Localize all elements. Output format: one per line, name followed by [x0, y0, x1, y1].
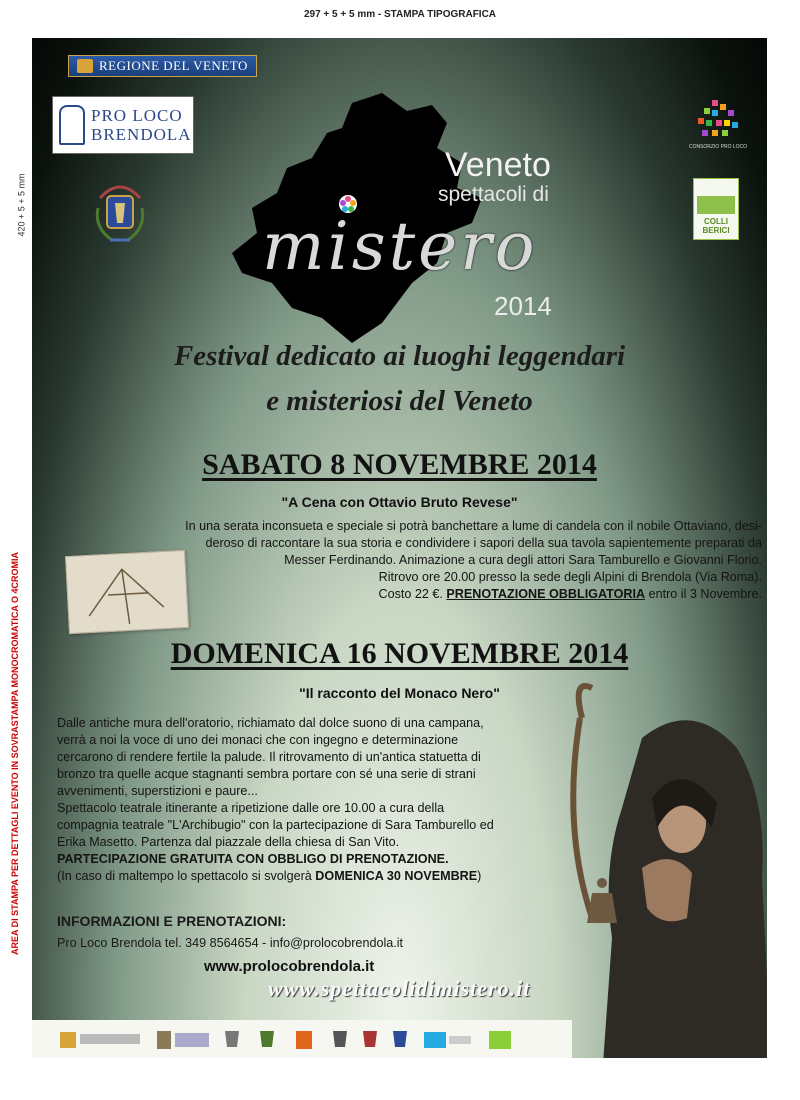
event1-title: "A Cena con Ottavio Bruto Revese" — [281, 494, 518, 510]
event1-date: SABATO 8 NOVEMBRE 2014 — [202, 448, 597, 481]
title-mistero: mistero — [262, 208, 538, 285]
event2-line8: Erika Masetto. Partenza dal piazzale della chiesa di San Vito. — [57, 835, 400, 849]
colli-line1: COLLI — [704, 217, 728, 226]
festival-line1: Festival dedicato ai luoghi leggendari — [173, 340, 626, 372]
event2-line3: cercarono di rendere fertile la palude. Il ritrovamento di un'antica statuetta di — [57, 750, 481, 764]
sponsor-logo-6 — [330, 1029, 350, 1051]
municipal-crest-icon — [90, 178, 150, 248]
booking-required: PRENOTAZIONE OBBLIGATORIA — [446, 587, 646, 601]
event2-weather-line — [57, 868, 602, 885]
event1-line4: Ritrovo ore 20.00 presso la sede degli Alpini di Brendola (Via Roma). — [378, 570, 762, 584]
regione-veneto-logo — [68, 55, 257, 77]
event2-free-booking: PARTECIPAZIONE GRATUITA CON OBBLIGO DI PRENOTAZIONE. — [57, 852, 449, 866]
spettacoli-website-link[interactable]: www.spettacolidimistero.it — [268, 976, 531, 1001]
info-contact: Pro Loco Brendola tel. 349 8564654 - info@prolocobrendola.it — [57, 936, 404, 950]
title-spettacoli: spettacoli di — [438, 183, 549, 206]
event2-line2: verrà a noi la voce di uno dei monaci che con ingegno e determinazione — [57, 733, 459, 747]
sponsor-logo-10 — [487, 1029, 513, 1051]
event2-line5: avvenimenti, superstizioni e paure... — [57, 784, 258, 798]
sponsor-logo-4 — [257, 1029, 277, 1051]
sponsor-logo-7 — [360, 1029, 380, 1051]
sponsor-logo-8 — [390, 1029, 410, 1051]
print-mark-left-red: AREA DI STAMPA PER DETTAGLI EVENTO IN SOVRASTAMPA MONOCROMATICA O 4CROMIA — [10, 551, 20, 955]
festival-line2: e misteriosi del Veneto — [266, 385, 533, 417]
consorzio-logo — [688, 100, 748, 158]
colli-berici-logo — [693, 178, 739, 240]
sponsor-logo-1 — [60, 1029, 150, 1051]
sponsor-logo-5 — [294, 1029, 314, 1051]
proloco-line1: PRO LOCO — [91, 106, 183, 125]
event2-description — [57, 715, 602, 885]
event1-line3: Messer Ferdinando. Animazione a cura degli attori Sara Tamburello e Giovanni Florio. — [284, 553, 762, 567]
sponsor-logo-3 — [222, 1029, 242, 1051]
sponsor-logo-unpli — [424, 1029, 474, 1051]
print-mark-top: 297 + 5 + 5 mm - STAMPA TIPOGRAFICA — [303, 9, 497, 20]
pixel-mosaic-icon — [692, 100, 742, 144]
info-heading: INFORMAZIONI E PRENOTAZIONI: — [57, 913, 287, 929]
weather-text: (In caso di maltempo lo spettacolo si svolgerà — [57, 869, 316, 883]
event2-line4: bronzo tra quelle acque stagnanti sembra portare con sé una serie di strani — [57, 767, 476, 781]
weather-close: ) — [477, 869, 482, 883]
church-figure-icon — [59, 105, 85, 145]
event1-line2: deroso di raccontare la sua storia e condividere i sapori della sua tavola sapientemente preparati da — [205, 536, 762, 550]
event2-line6: Spettacolo teatrale itinerante a ripetizione dalle ore 10.00 a cura della — [57, 801, 445, 815]
weather-date: DOMENICA 30 NOVEMBRE — [315, 869, 478, 883]
event1-cost-line — [62, 586, 762, 603]
poster — [32, 38, 767, 1058]
colli-line2: BERICI — [702, 226, 730, 235]
consorzio-caption: CONSORZIO PRO LOCO — [688, 144, 748, 150]
villa-icon — [697, 196, 735, 214]
proloco-line2: BRENDOLA — [91, 125, 192, 144]
event2-date: DOMENICA 16 NOVEMBRE 2014 — [170, 637, 629, 670]
sponsor-logo-2 — [157, 1029, 212, 1051]
print-mark-left: 420 + 5 + 5 mm — [16, 173, 27, 237]
event2-line1: Dalle antiche mura dell'oratorio, richiamato dal dolce suono di una campana, — [57, 716, 484, 730]
title-year: 2014 — [494, 291, 552, 321]
cost-text: Costo 22 €. — [378, 587, 447, 601]
event1-line1: In una serata inconsueta e speciale si potrà banchettare a lume di candela con il nobile Ottaviano, desi- — [185, 519, 762, 533]
event2-line7: compagnia teatrale "L'Archibugio" con la partecipazione di Sara Tamburello ed — [57, 818, 494, 832]
event1-description — [62, 518, 762, 603]
lion-icon — [77, 59, 93, 73]
booking-deadline: entro il 3 Novembre. — [645, 587, 762, 601]
regione-label: REGIONE DEL VENETO — [99, 58, 248, 73]
event2-title: "Il racconto del Monaco Nero" — [299, 685, 500, 701]
title-veneto: Veneto — [445, 146, 551, 184]
proloco-website-link[interactable]: www.prolocobrendola.it — [204, 958, 375, 975]
proloco-logo — [52, 96, 194, 154]
